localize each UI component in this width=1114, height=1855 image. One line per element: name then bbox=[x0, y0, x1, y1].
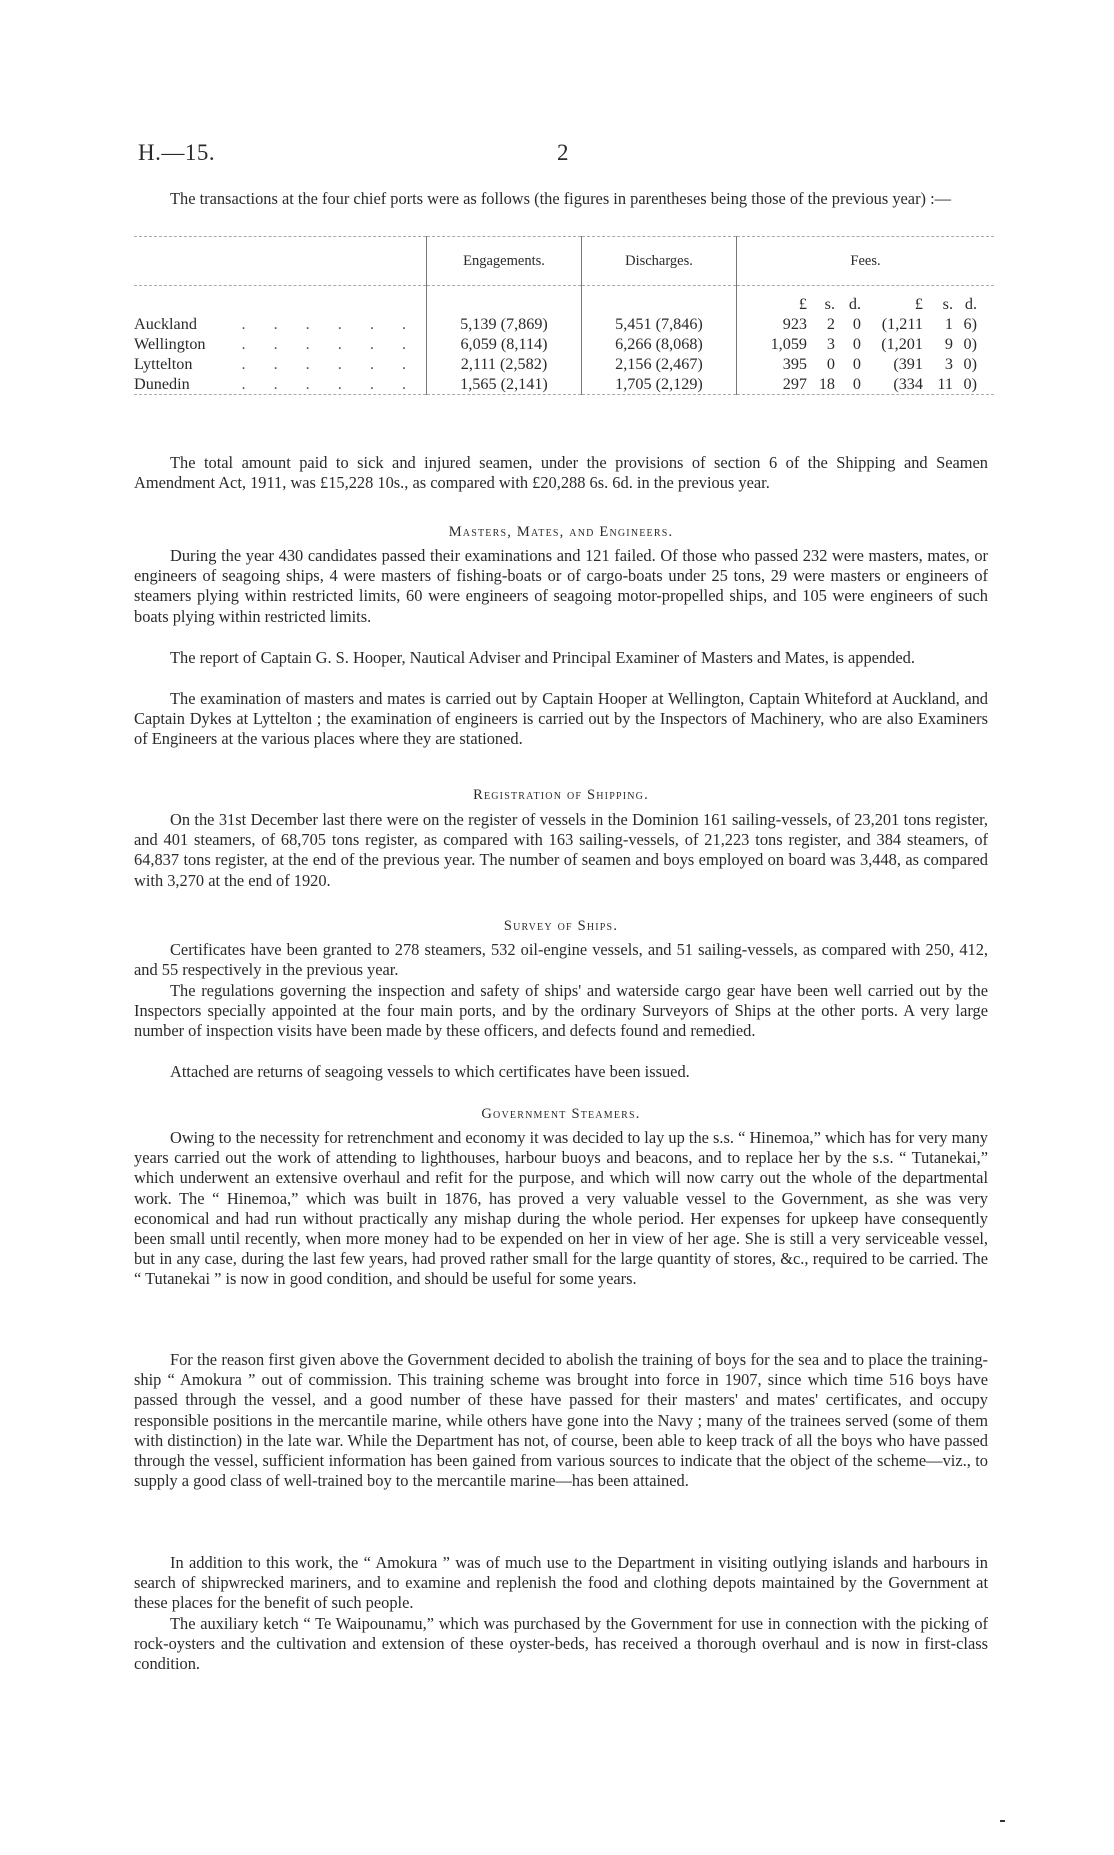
discharges-cell: 1,705 (2,129) bbox=[582, 374, 737, 395]
print-mark bbox=[1000, 1820, 1005, 1822]
ports-table bbox=[134, 236, 994, 395]
table-row: Wellington . . . . . . 6,059 (8,114) 6,266 (8,068) 1,059 3 0 (1,201 9 0) bbox=[134, 334, 994, 354]
port-name: Lyttelton bbox=[134, 354, 193, 373]
discharges-cell: 6,266 (8,068) bbox=[582, 334, 737, 354]
engagements-cell: 5,139 (7,869) bbox=[427, 314, 582, 334]
section-heading-registration: Registration of Shipping. bbox=[473, 787, 649, 803]
engagements-cell: 1,565 (2,141) bbox=[427, 374, 582, 395]
paragraph: Attached are returns of seagoing vessels to which certificates have been issued. bbox=[170, 1062, 690, 1081]
section-heading-survey: Survey of Ships. bbox=[503, 918, 619, 934]
paragraph: Owing to the necessity for retrenchment and economy it was decided to lay up the s.s. “ Hinemoa,” which has for very many years carried out the work of attending to lighthouses, harbour buoys and beacons, and to replace her by the s.s. “ Tutanekai,” which underwent an extensive overhaul and refit for the purpose, and which will now carry out the whole of the departmental work. The “ Hinemoa,” which was built in 1876, has proved a very valuable vessel to the Government, as she was very economical and had run without practically any mishap during the whole period. Her expenses for upkeep have consequently been small until recently, when more money had to be expended on her in view of her age. She is still a very serviceable vessel, but in any case, during the last few years, had proved rather small for the large quantity of stores, &c., required to be carried. The “ Tutanekai ” is now in good condition, and should be useful for some years. bbox=[134, 1128, 988, 1289]
table-row: Auckland . . . . . . 5,139 (7,869) 5,451 (7,846) 923 2 0 (1,211 1 6) bbox=[134, 314, 994, 334]
document-code: H.—15. bbox=[138, 140, 216, 165]
table-header-port bbox=[134, 237, 427, 286]
port-name: Dunedin bbox=[134, 374, 190, 393]
total-paid-paragraph: The total amount paid to sick and injured seamen, under the provisions of section 6 of the Shipping and Seamen Amendment Act, 1911, was £15,228 10s., as compared with £20,288 6s. 6d. in the previous year. bbox=[134, 453, 988, 493]
table-header-engagements: Engagements. bbox=[427, 237, 582, 286]
paragraph: The regulations governing the inspection and safety of ships' and waterside cargo gear have been well carried out by the Inspectors specially appointed at the four main ports, and by the ordinary Surveyors of Ships at the other ports. A very large number of inspection visits have been made by these officers, and defects found and remedied. bbox=[134, 981, 988, 1041]
table-row: Lyttelton . . . . . . 2,111 (2,582) 2,156 (2,467) 395 0 0 (391 3 0) bbox=[134, 354, 994, 374]
paragraph: Certificates have been granted to 278 steamers, 532 oil-engine vessels, and 51 sailing-vessels, as compared with 250, 412, and 55 respectively in the previous year. bbox=[134, 940, 988, 980]
table-row: Dunedin . . . . . . 1,565 (2,141) 1,705 (2,129) 297 18 0 (334 11 0) bbox=[134, 374, 994, 395]
paragraph: The examination of masters and mates is carried out by Captain Hooper at Wellington, Captain Whiteford at Auckland, and Captain Dykes at Lyttelton ; the examination of engineers is carried out by the Inspectors of Machinery, who are also Examiners of Engineers at the various places where they are stationed. bbox=[134, 689, 988, 749]
paragraph: The auxiliary ketch “ Te Waipounamu,” which was purchased by the Government for use in connection with the picking of rock-oysters and the cultivation and extension of these oyster-beds, has received a thorough overhaul and is now in first-class condition. bbox=[134, 1614, 988, 1674]
paragraph: For the reason first given above the Government decided to abolish the training of boys for the sea and to place the training-ship “ Amokura ” out of commission. This training scheme was brought into force in 1907, since which time 516 boys have passed through the vessel, and a good number of these have passed for their masters' and mates' certificates, and occupy responsible positions in the mercantile marine, while others have gone into the Navy ; many of the trainees served (some of them with distinction) in the late war. While the Department has not, of course, been able to keep track of all the boys who have passed through the vessel, sufficient information has been gained from various sources to indicate that the object of the scheme—viz., to supply a good class of well-trained boy to the mercantile marine—has been attained. bbox=[134, 1350, 988, 1491]
table-header-discharges: Discharges. bbox=[582, 237, 737, 286]
fees-cell: 1,059 3 0 (1,201 9 0) bbox=[770, 334, 977, 353]
fees-cell: 395 0 0 (391 3 0) bbox=[782, 354, 977, 373]
discharges-cell: 2,156 (2,467) bbox=[582, 354, 737, 374]
port-name: Auckland bbox=[134, 314, 197, 333]
table-header-fees: Fees. bbox=[737, 237, 995, 286]
page-number: 2 bbox=[557, 140, 569, 165]
intro-paragraph: The transactions at the four chief ports were as follows (the figures in parentheses being those of the previous year) :— bbox=[170, 189, 952, 208]
paragraph: On the 31st December last there were on the register of vessels in the Dominion 161 sailing-vessels, of 23,201 tons register, and 401 steamers, of 68,705 tons register, as compared with 163 sailing-vessels, of 21,223 tons register, and 384 steamers, of 64,837 tons register, at the end of the previous year. The number of seamen and boys employed on board was 3,448, as compared with 3,270 at the end of 1920. bbox=[134, 810, 988, 890]
port-name: Wellington bbox=[134, 334, 206, 353]
discharges-cell: 5,451 (7,846) bbox=[582, 314, 737, 334]
fee-units-row: £ s. d. £ s. d. bbox=[798, 295, 977, 313]
section-heading-masters: Masters, Mates, and Engineers. bbox=[448, 524, 674, 540]
section-heading-government-steamers: Government Steamers. bbox=[481, 1106, 641, 1122]
fees-cell: 923 2 0 (1,211 1 6) bbox=[782, 314, 977, 333]
paragraph: During the year 430 candidates passed their examinations and 121 failed. Of those who passed 232 were masters, mates, or engineers of seagoing ships, 4 were masters of fishing-boats or of cargo-boats under 25 tons, 29 were masters or engineers of steamers plying within restricted limits, 60 were engineers of seagoing motor-propelled ships, and 105 were engineers of such boats plying within restricted limits. bbox=[134, 546, 988, 626]
engagements-cell: 2,111 (2,582) bbox=[427, 354, 582, 374]
engagements-cell: 6,059 (8,114) bbox=[427, 334, 582, 354]
fees-cell: 297 18 0 (334 11 0) bbox=[782, 374, 977, 393]
paragraph: The report of Captain G. S. Hooper, Nautical Adviser and Principal Examiner of Masters and Mates, is appended. bbox=[170, 648, 915, 667]
paragraph: In addition to this work, the “ Amokura ” was of much use to the Department in visiting outlying islands and harbours in search of shipwrecked mariners, and to examine and replenish the food and clothing depots maintained by the Government at these places for the benefit of such people. bbox=[134, 1553, 988, 1613]
